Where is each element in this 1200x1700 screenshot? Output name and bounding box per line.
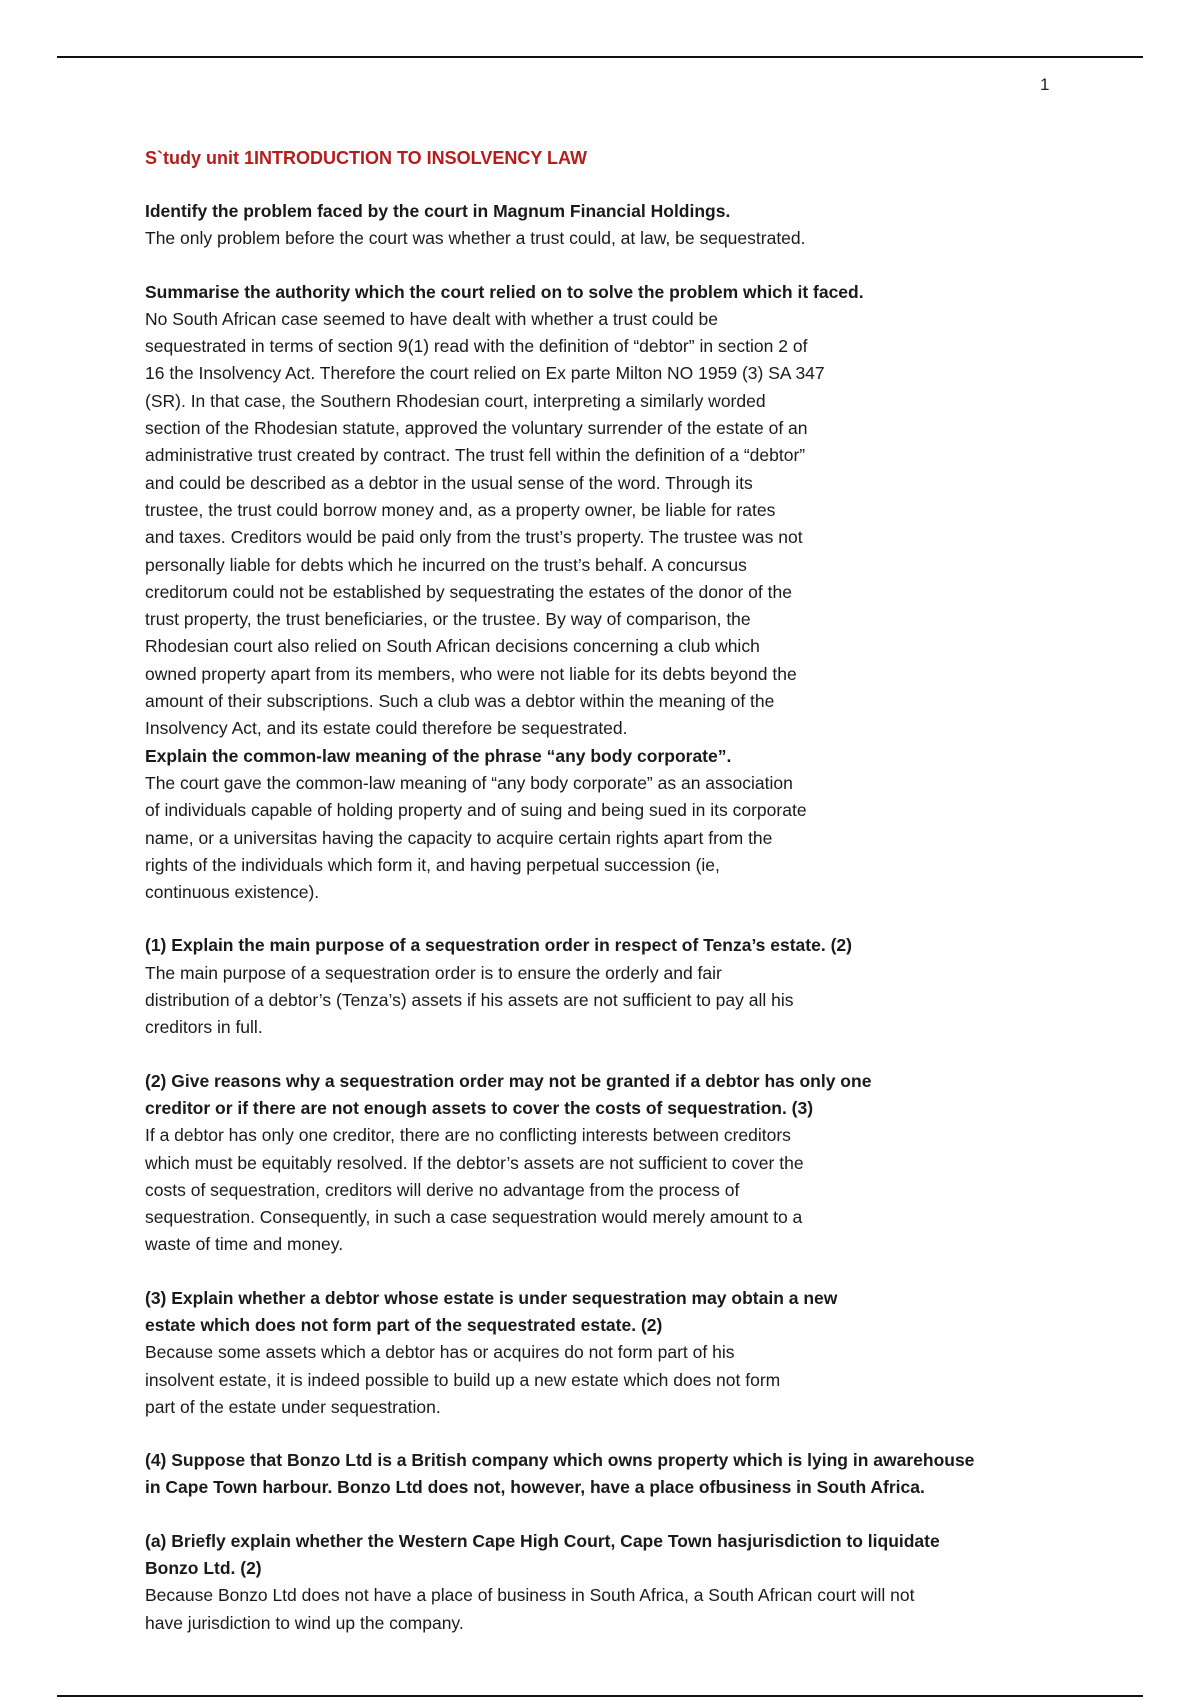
answer-1: The only problem before the court was whether a trust could, at law, be sequestrated. (145, 228, 806, 249)
answer-4: The main purpose of a sequestration order is to ensure the orderly and fair distribution of a debtor’s (Tenza’s) assets if his assets are not sufficient to pay all his creditors in full. (145, 962, 794, 1038)
question-3: Explain the common-law meaning of the phrase “any body corporate”. (145, 745, 732, 766)
question-2: Summarise the authority which the court relied on to solve the problem which it faced. (145, 281, 864, 302)
answer-2: No South African case seemed to have dealt with whether a trust could be sequestrated in terms of section 9(1) read with the definition of “debtor” in section 2 of 16 the Insolvency Act. Therefore the court relied on Ex parte Milton NO 1959 (3) SA 347 (SR). In that case, the Southern Rhodesian court, interpreting a similarly worded section of the Rhodesian statute, approved the voluntary surrender of the estate of an administrative trust created by contract. The trust fell within the definition of a “debtor” and could be described as a debtor in the usual sense of the word. Through its trustee, the trust could borrow money and, as a property owner, be liable for rates and taxes. Creditors would be paid only from the trust’s property. The trustee was not personally liable for debts which he incurred on the trust’s behalf. A concursus creditorum could not be established by sequestrating the estates of the donor of the trust property, the trust beneficiaries, or the trustee. By way of comparison, the Rhodesian court also relied on South African decisions concerning a club which owned property apart from its members, who were not liable for its debts beyond the amount of their subscriptions. Such a club was a debtor within the meaning of the Insolvency Act, and its estate could therefore be sequestrated. (145, 308, 825, 739)
study-unit-heading: S`tudy unit 1INTRODUCTION TO INSOLVENCY LAW (145, 148, 588, 168)
answer-7a: Because Bonzo Ltd does not have a place of business in South Africa, a South African court will not have jurisdiction to wind up the company. (145, 1585, 915, 1633)
question-7: (4) Suppose that Bonzo Ltd is a British company which owns property which is lying in awarehouse in Cape Town harbour. Bonzo Ltd does not, however, have a place ofbusiness in South Africa. (145, 1450, 975, 1498)
question-6: (3) Explain whether a debtor whose estate is under sequestration may obtain a new estate which does not form part of the sequestrated estate. (2) (145, 1287, 838, 1335)
page-top-rule (57, 56, 1143, 58)
question-7a: (a) Briefly explain whether the Western Cape High Court, Cape Town hasjurisdiction to liquidate Bonzo Ltd. (2) (145, 1530, 940, 1579)
question-1: Identify the problem faced by the court in Magnum Financial Holdings. (145, 201, 731, 221)
answer-3: The court gave the common-law meaning of “any body corporate” as an association of individuals capable of holding property and of suing and being sued in its corporate name, or a universitas having the capacity to acquire certain rights apart from the rights of the individuals which form it, and having perpetual succession (ie, continuous existence). (145, 772, 807, 903)
question-5: (2) Give reasons why a sequestration order may not be granted if a debtor has only one creditor or if there are not enough assets to cover the costs of sequestration. (3) (145, 1070, 872, 1118)
answer-5: If a debtor has only one creditor, there are no conflicting interests between creditors which must be equitably resolved. If the debtor’s assets are not sufficient to cover the costs of sequestration, creditors will derive no advantage from the process of sequestration. Consequently, in such a case sequestration would merely amount to a waste of time and money. (145, 1125, 804, 1255)
page-bottom-rule (57, 1695, 1143, 1697)
answer-6: Because some assets which a debtor has or acquires do not form part of his insolvent estate, it is indeed possible to build up a new estate which does not form part of the estate under sequestration. (145, 1342, 781, 1417)
document-body (145, 145, 1045, 1637)
page-number: 1 (1040, 75, 1050, 94)
question-4: (1) Explain the main purpose of a sequestration order in respect of Tenza’s estate. (2) (145, 935, 852, 956)
